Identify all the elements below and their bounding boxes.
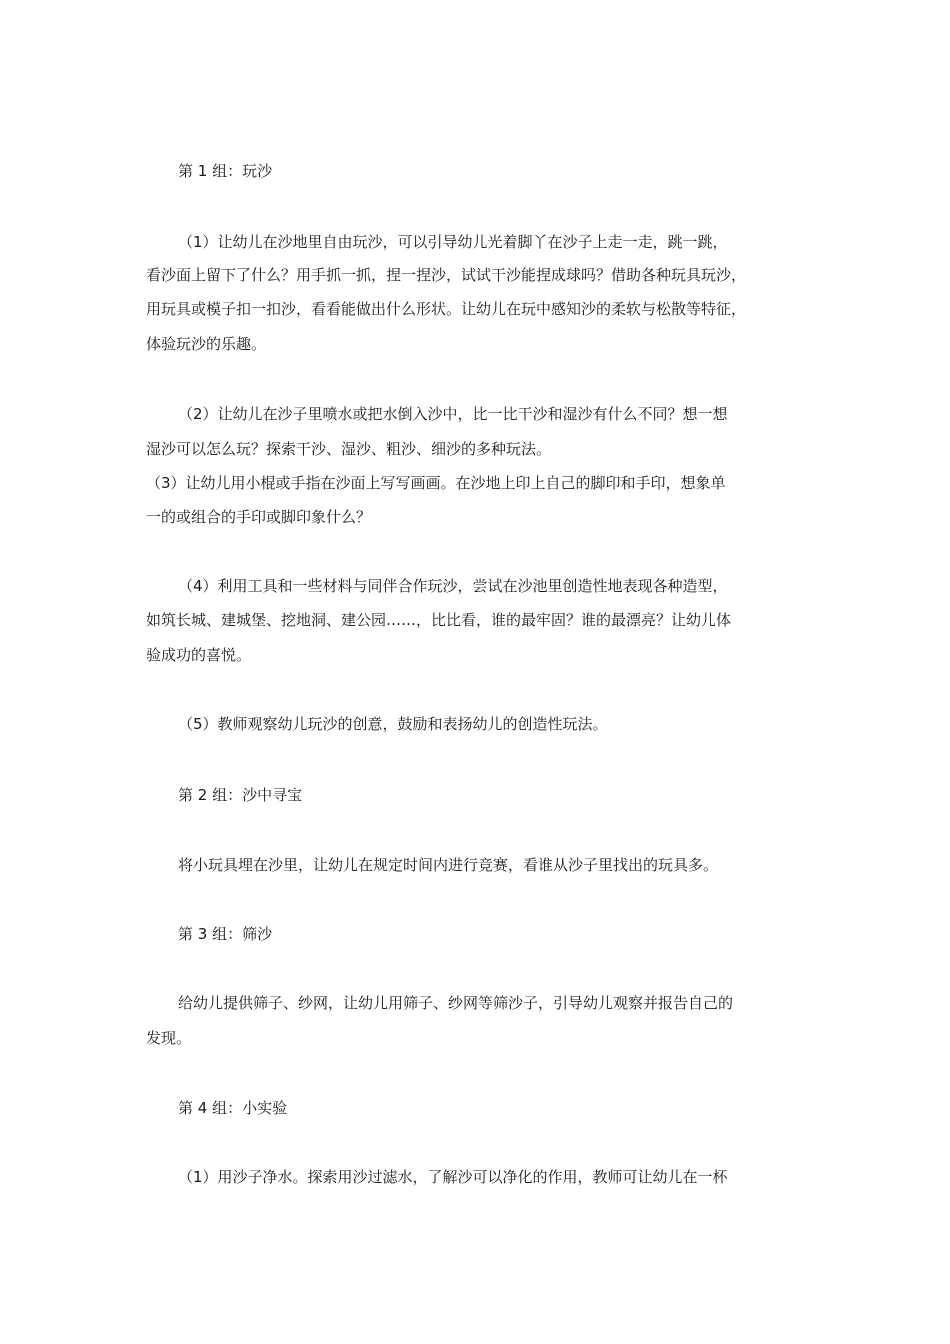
group1-p2-line1: （2）让幼儿在沙子里喷水或把水倒入沙中，比一比干沙和湿沙有什么不同？想一想	[178, 405, 728, 423]
group1-p4-line1: （4）利用工具和一些材料与同伴合作玩沙，尝试在沙池里创造性地表现各种造型，	[178, 577, 728, 595]
group2-p1-line1: 将小玩具埋在沙里，让幼儿在规定时间内进行竞赛，看谁从沙子里找出的玩具多。	[178, 856, 719, 874]
group1-p1-line3: 用玩具或模子扣一扣沙，看看能做出什么形状。让幼儿在玩中感知沙的柔软与松散等特征，	[146, 300, 747, 318]
group1-p4-line2: 如筑长城、建城堡、挖地洞、建公园……，比比看，谁的最牢固？谁的最漂亮？让幼儿体	[146, 611, 732, 629]
group1-p4-line3: 验成功的喜悦。	[146, 646, 252, 664]
group1-p1-line1: （1）让幼儿在沙地里自由玩沙，可以引导幼儿光着脚丫在沙子上走一走，跳一跳，	[178, 233, 728, 251]
group1-p2-line2: 湿沙可以怎么玩？探索干沙、湿沙、粗沙、细沙的多种玩法。	[146, 440, 552, 458]
group3-p1-line2: 发现。	[146, 1029, 192, 1047]
group3-heading: 第 3 组：筛沙	[178, 925, 273, 943]
group1-p3-line1: （3）让幼儿用小棍或手指在沙面上写写画画。在沙地上印上自己的脚印和手印，想象单	[146, 474, 726, 492]
group1-p1-line2: 看沙面上留下了什么？用手抓一抓，捏一捏沙，试试干沙能捏成球吗？借助各种玩具玩沙，	[146, 266, 747, 284]
group1-p1-line4: 体验玩沙的乐趣。	[146, 335, 267, 353]
group1-p5-line1: （5）教师观察幼儿玩沙的创意，鼓励和表扬幼儿的创造性玩法。	[178, 715, 608, 733]
group1-heading: 第 1 组：玩沙	[178, 162, 273, 180]
group4-p1-line1: （1）用沙子净水。探索用沙过滤水，了解沙可以净化的作用，教师可让幼儿在一杯	[178, 1168, 728, 1186]
group4-heading: 第 4 组：小实验	[178, 1099, 288, 1117]
group2-heading: 第 2 组：沙中寻宝	[178, 786, 303, 804]
group1-p3-line2: 一的或组合的手印或脚印象什么？	[146, 508, 372, 526]
group3-p1-line1: 给幼儿提供筛子、纱网，让幼儿用筛子、纱网等筛沙子，引导幼儿观察并报告自己的	[178, 994, 734, 1012]
